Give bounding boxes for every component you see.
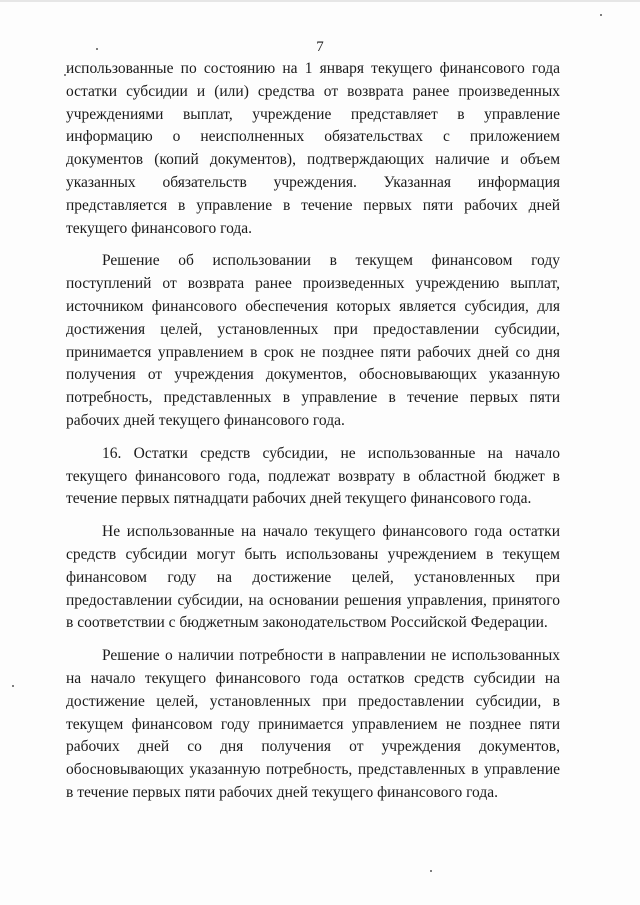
scan-speck: [600, 14, 602, 16]
paragraph-decision-need: Решение о наличии потребности в направлении не использованных на начало текущего финансового года остатков средств субсидии на достижение целей, установленных при предоставлении субсидии, в текущем финансовом году принимается управлением не позднее пяти рабочих дней со дня получения от учреждения документов, обосновывающих указанную потребность, представленных в управление в течение первых пяти рабочих дней текущего финансового года.: [66, 647, 560, 801]
scan-speck: [96, 48, 98, 50]
paragraph-item-16: 16. Остатки средств субсидии, не использованные на начало текущего финансового года, подлежат возврату в областной бюджет в течение первых пятнадцати рабочих дней текущего финансового года.: [66, 444, 560, 508]
scan-speck: [64, 74, 66, 76]
paragraph-continuation: использованные по состоянию на 1 января текущего финансового года остатки субсидии и (или) средства от возврата ранее произведенных учреждениями выплат, учреждение представляет в управление информацию о неисполненных обязательствах с приложением документов (копий документов), подтверждающих наличие и объем указанных обязательств учреждения. Указанная информация представляется в управление в течение первых пяти рабочих дней текущего финансового года.: [66, 60, 560, 237]
scan-top-edge: [0, 0, 640, 2]
paragraph-unused-balances: Не использованные на начало текущего финансового года остатки средств субсидии могут быть использованы учреждением в текущем финансовом году на достижение целей, установленных при предоставлении субсидии, на основании решения управления, принятого в соответствии с бюджетным законодательством Российской Федерации.: [66, 523, 560, 632]
paragraph-decision-refunds: Решение об использовании в текущем финансовом году поступлений от возврата ранее произведенных учреждению выплат, источником финансового обеспечения которых является субсидия, для достижения целей, установленных при предоставлении субсидии, принимается управлением в срок не позднее пяти рабочих дней со дня получения от учреждения документов, обосновывающих указанную потребность, представленных в управление в течение первых пяти рабочих дней текущего финансового года.: [66, 252, 560, 429]
scan-speck: [12, 685, 14, 687]
page-number: 7: [316, 39, 324, 55]
scan-speck: [430, 870, 432, 872]
document-body: [66, 58, 560, 805]
